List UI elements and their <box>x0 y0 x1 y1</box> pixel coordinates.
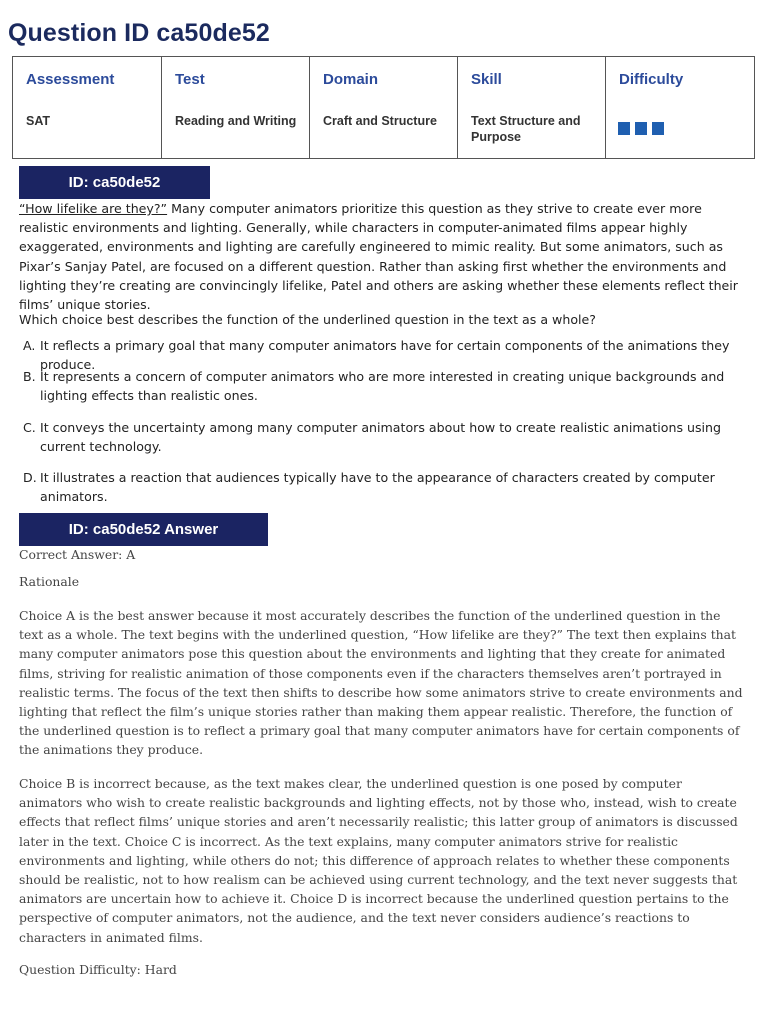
passage-text <box>19 199 747 314</box>
meta-header-assessment: Assessment <box>26 71 115 88</box>
meta-value-domain: Craft and Structure <box>323 114 437 128</box>
choice-letter: B. <box>23 369 36 384</box>
choice-text: It illustrates a reaction that audiences typically have to the appearance of characters created by computer animators. <box>40 470 715 505</box>
meta-cell-test <box>162 57 310 159</box>
meta-header-test: Test <box>175 71 205 88</box>
correct-answer: Correct Answer: A <box>19 547 136 562</box>
meta-value-skill: Text Structure and Purpose <box>471 114 581 144</box>
choice-letter: C. <box>23 420 36 435</box>
question-id-banner: ID: ca50de52 <box>19 166 210 199</box>
question-prompt: Which choice best describes the function of the underlined question in the text as a whole? <box>19 312 596 327</box>
choice-text: It reflects a primary goal that many computer animators have for certain components of the animations they produce. <box>40 338 730 373</box>
rationale-paragraph-1: Choice A is the best answer because it most accurately describes the function of the underlined question in the text as a whole. The text begins with the underlined question, “How lifelike are they?” The text then explains that many computer animators pose this question about the environments and lighting that they create for animated films, striving for realistic animation of those components even if the characters themselves aren’t portrayed in realistic terms. The focus of the text then shifts to describe how some animators strive to create environments and lighting that reflect the film’s unique stories rather than making them appear realistic. Therefore, the function of the underlined question is to reflect a primary goal that many computer animators have for certain components of the animations they produce. <box>19 608 743 758</box>
passage-body: Many computer animators prioritize this question as they strive to create ever more realistic environments and lighting. Generally, while characters in computer-animated films appear highly exaggerated, environments and lighting are carefully engineered to mimic reality. But some animators, such as Pixar’s Sanjay Patel, are focused on a different question. Rather than asking first whether the environments and lighting they’re creating are convincingly lifelike, Patel and others are asking whether these elements reflect their films’ unique stories. <box>19 201 738 313</box>
underlined-question: “How lifelike are they?” <box>19 201 168 216</box>
meta-cell-domain <box>310 57 458 159</box>
page-title: Question ID ca50de52 <box>8 19 270 47</box>
meta-header-difficulty: Difficulty <box>619 71 684 88</box>
meta-cell-assessment <box>13 57 162 159</box>
meta-cell-difficulty <box>606 57 755 159</box>
rationale-paragraph-2: Choice B is incorrect because, as the text makes clear, the underlined question is one posed by computer animators who wish to create realistic backgrounds and lighting effects, not by those who, instead, wish to create effects that reflect films’ unique stories and aren’t necessarily realistic; this latter group of animators is discussed later in the text. Choice C is incorrect. As the text explains, many computer animators strive for realistic environments and lighting, while others do not; this difference of approach relates to whether these components should be realistic, not to how realism can be achieved using current technology, and the text never suggests that animators are uncertain how to achieve it. Choice D is incorrect because the underlined question pertains to the perspective of computer animators, not the audience, and the text never considers audience’s reactions to characters in animated films. <box>19 776 738 945</box>
meta-value-assessment: SAT <box>26 114 51 128</box>
choice-b[interactable] <box>19 367 749 405</box>
choice-letter: D. <box>23 470 37 485</box>
question-difficulty: Question Difficulty: Hard <box>19 962 177 977</box>
difficulty-bar <box>652 122 664 135</box>
question-metadata-table <box>12 56 755 159</box>
meta-header-skill: Skill <box>471 71 502 88</box>
difficulty-indicator <box>618 122 664 135</box>
difficulty-bar <box>618 122 630 135</box>
difficulty-bar <box>635 122 647 135</box>
rationale-label: Rationale <box>19 574 80 589</box>
choice-c[interactable] <box>19 418 749 456</box>
choice-text: It represents a concern of computer animators who are more interested in creating unique backgrounds and lighting effects than realistic ones. <box>40 369 725 404</box>
meta-cell-skill <box>458 57 606 159</box>
meta-value-test: Reading and Writing <box>175 114 297 128</box>
choice-d[interactable] <box>19 468 749 506</box>
choice-letter: A. <box>23 338 36 353</box>
choice-text: It conveys the uncertainty among many computer animators about how to create realistic animations using current technology. <box>40 420 722 455</box>
answer-id-banner: ID: ca50de52 Answer <box>19 513 268 546</box>
meta-header-domain: Domain <box>323 71 379 88</box>
